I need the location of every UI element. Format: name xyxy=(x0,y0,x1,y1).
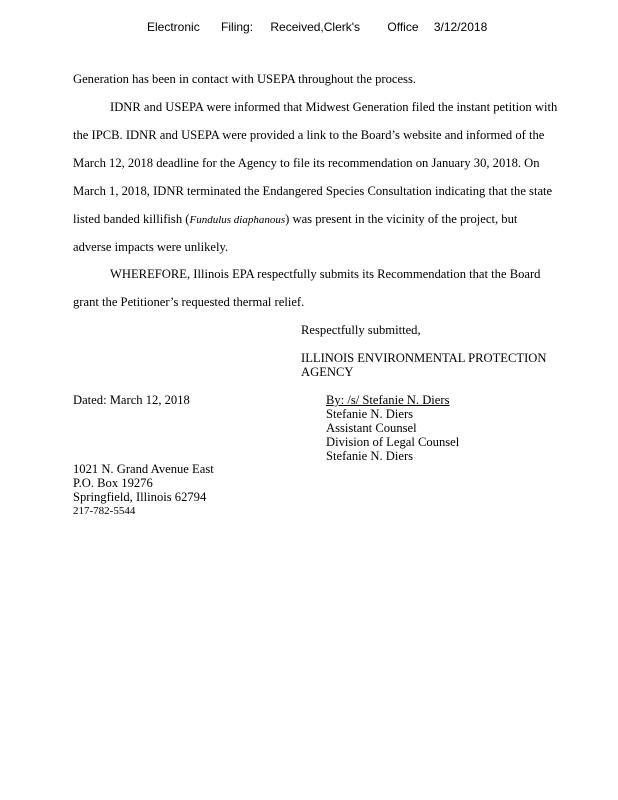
species-name: Fundulus diaphanous xyxy=(189,214,286,226)
agency-line-2: AGENCY xyxy=(301,365,354,379)
body-line-9: grant the Petitioner’s requested thermal relief. xyxy=(73,295,305,309)
address-city: Springfield, Illinois 62794 xyxy=(73,490,207,504)
body-line-3: the IPCB. IDNR and USEPA were provided a link to the Board’s website and informed of the xyxy=(73,128,545,142)
signer-name-2: Stefanie N. Diers xyxy=(326,449,414,463)
address-phone: 217-782-5544 xyxy=(73,505,136,517)
body-line-6-end: ) was present in the vicinity of the project, but xyxy=(285,212,518,226)
agency-line-1: ILLINOIS ENVIRONMENTAL PROTECTION xyxy=(301,351,547,365)
body-line-6 xyxy=(73,212,517,227)
body-line-8: WHEREFORE, Illinois EPA respectfully submits its Recommendation that the Board xyxy=(110,267,541,281)
filing-header xyxy=(147,20,487,34)
header-date: 3/12/2018 xyxy=(433,20,488,34)
body-line-2: IDNR and USEPA were informed that Midwest Generation filed the instant petition with xyxy=(110,100,558,114)
body-line-7: adverse impacts were unlikely. xyxy=(73,240,229,254)
body-line-6-start: listed banded killifish ( xyxy=(73,212,190,226)
body-line-5: March 1, 2018, IDNR terminated the Endangered Species Consultation indicating that the state xyxy=(73,184,553,198)
signer-division: Division of Legal Counsel xyxy=(326,435,460,449)
header-received: Received,Clerk's xyxy=(270,20,361,34)
address-pobox: P.O. Box 19276 xyxy=(73,476,153,490)
signature-by: By: /s/ Stefanie N. Diers xyxy=(326,393,450,407)
body-line-1: Generation has been in contact with USEPA throughout the process. xyxy=(73,72,417,86)
address-street: 1021 N. Grand Avenue East xyxy=(73,462,214,476)
body-line-4: March 12, 2018 deadline for the Agency to file its recommendation on January 30, 2018. On xyxy=(73,156,540,170)
header-electronic: Electronic xyxy=(147,20,200,34)
dated: Dated: March 12, 2018 xyxy=(73,393,190,407)
header-filing: Filing: xyxy=(221,20,254,34)
signer-name: Stefanie N. Diers xyxy=(326,407,414,421)
closing: Respectfully submitted, xyxy=(301,323,421,337)
header-office: Office xyxy=(387,20,419,34)
signer-title: Assistant Counsel xyxy=(326,421,417,435)
